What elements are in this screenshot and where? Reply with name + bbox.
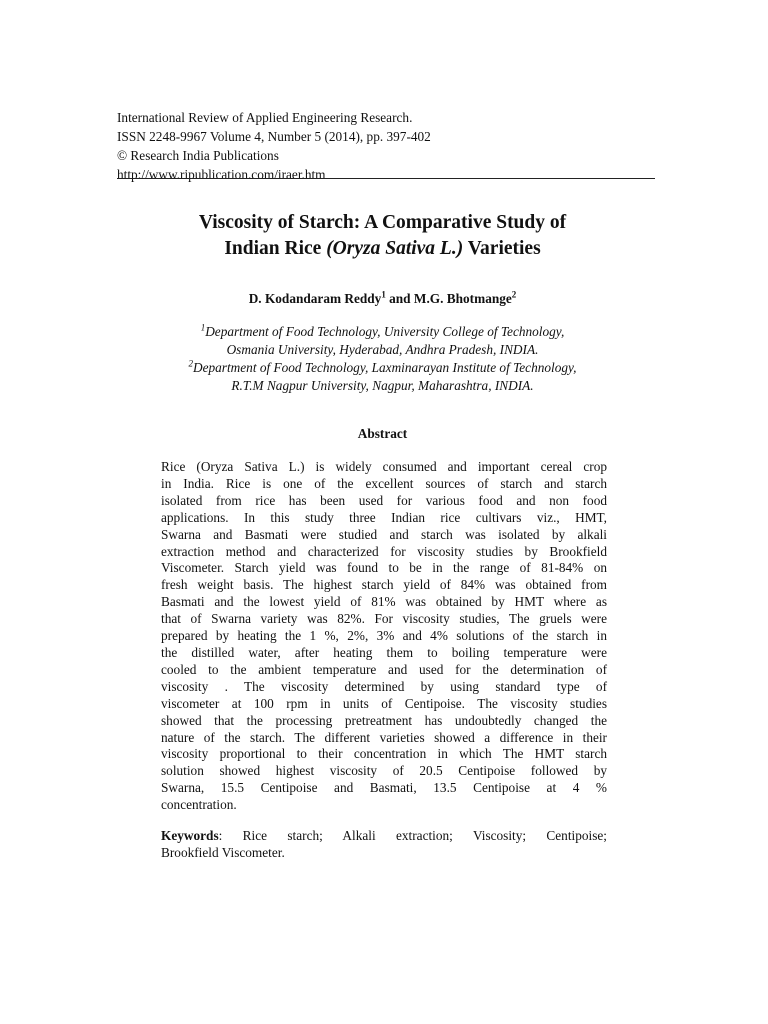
affiliation-2-marker: 2 (188, 358, 193, 369)
affiliations (117, 323, 648, 395)
title-species-name: (Oryza Sativa L.) (326, 238, 464, 259)
abstract-line: Basmati and the lowest yield of 81% was obtained by HMT where as (161, 594, 607, 610)
abstract-line: Swarna, 15.5 Centipoise and Basmati, 13.5 Centipoise at 4 % (161, 780, 607, 796)
header-divider (117, 178, 655, 179)
abstract-line: concentration. (161, 797, 237, 813)
keywords-line-2: Brookfield Viscometer. (161, 845, 285, 860)
abstract-line: applications. In this study three Indian rice cultivars viz., HMT, (161, 509, 607, 525)
affiliation-2-line-1 (117, 359, 648, 377)
abstract-line: solution showed highest viscosity of 20.5 Centipoise followed by (161, 763, 607, 779)
keywords-section (161, 827, 607, 861)
author-list (117, 290, 648, 308)
abstract-line: viscometer at 100 rpm in units of Centipoise. The viscosity studies (161, 695, 607, 711)
author-2-affil-marker: 2 (511, 289, 517, 300)
abstract-line: Rice (Oryza Sativa L.) is widely consumed and important cereal crop (161, 459, 607, 474)
affiliation-1-line-1 (117, 323, 648, 341)
title-line-2-start: Indian Rice (224, 238, 327, 259)
abstract-line: prepared by heating the 1 %, 2%, 3% and 4% solutions of the starch in (161, 628, 607, 644)
abstract-line: viscosity . The viscosity determined by using standard type of (161, 678, 607, 694)
author-2-name: M.G. Bhotmange (413, 291, 512, 306)
affiliation-1-marker: 1 (200, 322, 206, 333)
abstract-line: the distilled water, after heating them to boiling temperature were (161, 644, 607, 660)
journal-name: International Review of Applied Engineering Research. (117, 110, 413, 125)
abstract-body (161, 459, 607, 814)
affiliation-2-line-2: R.T.M Nagpur University, Nagpur, Maharashtra, INDIA. (231, 378, 534, 393)
affiliation-1-dept: Department of Food Technology, University College of Technology, (205, 324, 565, 339)
journal-url-link[interactable]: http://www.ripublication.com/iraer.htm (117, 167, 326, 182)
publisher-line: © Research India Publications (117, 148, 279, 163)
abstract-line: fresh weight basis. The highest starch yield of 84% was obtained from (161, 577, 607, 593)
affiliation-2-dept: Department of Food Technology, Laxminarayan Institute of Technology, (193, 360, 577, 375)
abstract-line: Swarna and Basmati were studied and starch was isolated by alkali (161, 526, 607, 542)
abstract-line: in India. Rice is one of the excellent sources of starch and starch (161, 475, 607, 491)
abstract-line: nature of the starch. The different varieties showed a difference in their (161, 729, 607, 745)
author-1-affil-marker: 1 (381, 289, 386, 300)
abstract-line: cooled to the ambient temperature and used for the determination of (161, 661, 607, 677)
abstract-line: that of Swarna variety was 82%. For viscosity studies, The gruels were (161, 611, 607, 627)
author-join: and (385, 291, 414, 306)
author-1-name: D. Kodandaram Reddy (248, 291, 382, 306)
abstract-line: extraction method and characterized for viscosity studies by Brookfield (161, 543, 607, 559)
issn-volume-line: ISSN 2248-9967 Volume 4, Number 5 (2014), pp. 397-402 (117, 129, 431, 144)
abstract-line: Viscometer. Starch yield was found to be in the range of 81-84% on (161, 560, 607, 576)
abstract-heading: Abstract (357, 426, 408, 441)
affiliation-1-line-2: Osmania University, Hyderabad, Andhra Pradesh, INDIA. (226, 342, 539, 357)
title-line-2 (117, 236, 648, 262)
abstract-line: viscosity proportional to their concentration in which The HMT starch (161, 746, 607, 762)
title-line-1: Viscosity of Starch: A Comparative Study of (198, 212, 567, 233)
title-line-2-end: Varieties (463, 238, 541, 259)
keywords-label: Keywords (161, 828, 219, 843)
journal-header (117, 108, 655, 184)
abstract-line: showed that the processing pretreatment has undoubtedly changed the (161, 712, 607, 728)
paper-title (117, 210, 648, 262)
abstract-line: isolated from rice has been used for various food and non food (161, 492, 607, 508)
keywords-list: : Rice starch; Alkali extraction; Viscosity; Centipoise; (218, 828, 607, 843)
keywords-line-1 (161, 827, 607, 844)
